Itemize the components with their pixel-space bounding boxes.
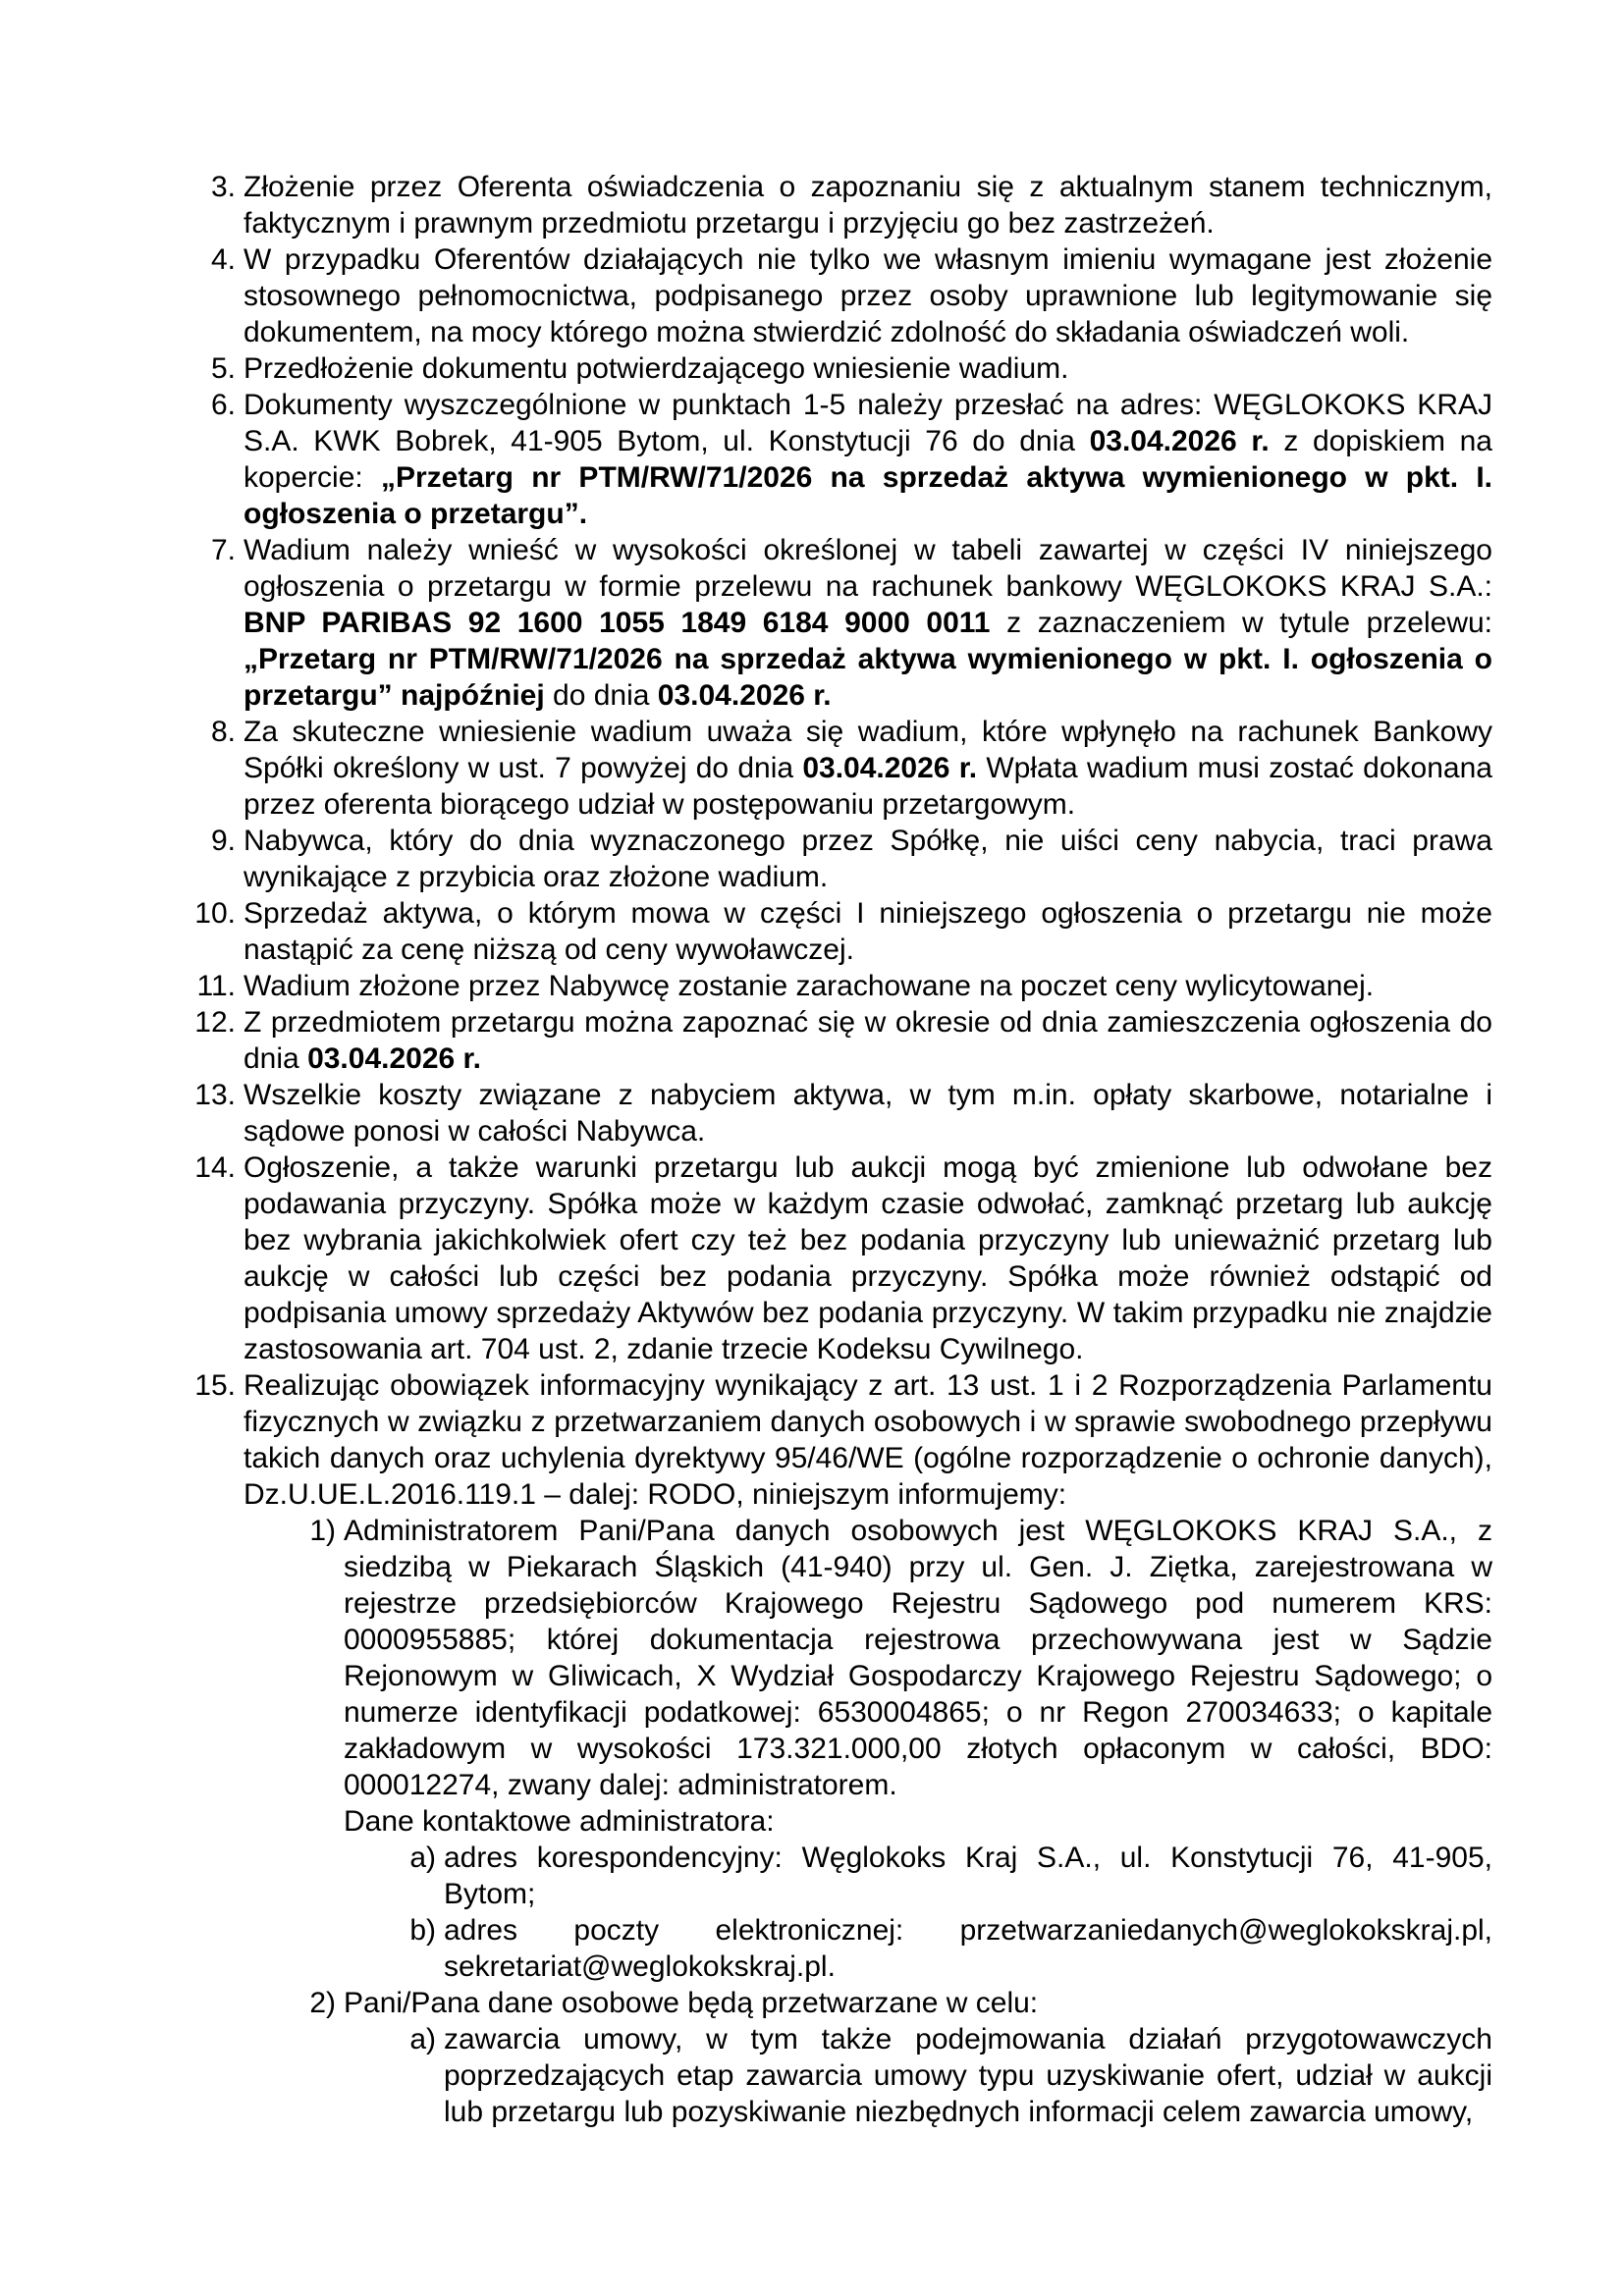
list-item-body [244, 241, 1492, 350]
list-item [192, 1149, 1492, 1367]
text-run: Pani/Pana dane osobowe będą przetwarzane w celu: [344, 1987, 1039, 2019]
text-run-bold: „Przetarg nr PTM/RW/71/2026 na sprzedaż aktywa wymienionego w pkt. I. ogłoszenia o przetargu” najpóźniej [244, 643, 1492, 712]
list-item-number: 13. [194, 1079, 236, 1111]
list-item [396, 1840, 1492, 1912]
list-item-number: a) [409, 1842, 436, 1874]
text-run: adres korespondencyjny: Węglokoks Kraj S.A., ul. Konstytucji 76, 41-905, Bytom; [444, 1842, 1492, 1910]
list-item-body [444, 2021, 1492, 2130]
list-item-number: 12. [194, 1006, 236, 1039]
list-item-number: 8. [210, 716, 236, 748]
list-item-number: 11. [196, 970, 236, 1002]
text-run: Wszelkie koszty związane z nabyciem aktywa, w tym m.in. opłaty skarbowe, notarialne i sądowe ponosi w całości Nabywca. [244, 1079, 1492, 1148]
text-run: Z przedmiotem przetargu można zapoznać się w okresie od dnia zamieszczenia ogłoszenia do dnia [244, 1006, 1492, 1075]
list-item-number: 3. [210, 171, 236, 203]
list-item-body [444, 1912, 1492, 1985]
paragraph [244, 968, 1492, 1004]
list-item [192, 241, 1492, 350]
list-item-number: 1) [309, 1515, 336, 1547]
list-item [192, 1004, 1492, 1077]
list-item-number: 2) [309, 1987, 336, 2019]
list-item [295, 1985, 1492, 2130]
list-item-number: 4. [210, 243, 236, 276]
list-item-number: 14. [194, 1151, 236, 1184]
list-item [192, 895, 1492, 968]
paragraph [244, 532, 1492, 714]
text-run: Administratorem Pani/Pana danych osobowych jest WĘGLOKOKS KRAJ S.A., z siedzibą w Piekarach Śląskich (41-940) przy ul. Gen. J. Ziętka, zarejestrowana w rejestrze przedsiębiorców Krajowego Rejestru Sądowego pod numerem KRS: 0000955885; której dokumentacja rejestrowa przechowywana jest w Sądzie Rejonowym w Gliwicach, X Wydział Gospodarczy Krajowego Rejestru Sądowego; o numerze identyfikacji podatkowej: 6530004865; o nr Regon 270034633; o kapitale zakładowym w wysokości 173.321.000,00 złotych opłaconym w całości, BDO: 000012274, zwany dalej: administratorem. [344, 1515, 1492, 1801]
list-item-body [344, 1985, 1492, 2130]
list-item [192, 823, 1492, 895]
list-item [192, 1077, 1492, 1149]
document-list [192, 169, 1492, 2130]
paragraph [344, 1803, 1492, 1840]
paragraph [244, 1077, 1492, 1149]
text-run-bold: 03.04.2026 r. [1089, 425, 1270, 457]
list-item-body [244, 387, 1492, 532]
list-item-body [444, 1840, 1492, 1912]
text-run: Sprzedaż aktywa, o którym mowa w części I niniejszego ogłoszenia o przetargu nie może nastąpić za cenę niższą od ceny wywoławczej. [244, 897, 1492, 966]
paragraph [444, 1840, 1492, 1912]
text-run: zawarcia umowy, w tym także podejmowania działań przygotowawczych poprzedzających etap zawarcia umowy typu uzyskiwanie ofert, udział w aukcji lub przetargu lub pozyskiwanie niezbędnych informacji celem zawarcia umowy, [444, 2023, 1492, 2128]
list-item-body [244, 895, 1492, 968]
list-item-body [244, 350, 1492, 387]
list-item [192, 968, 1492, 1004]
list-item [396, 1912, 1492, 1985]
list-item-body [244, 1004, 1492, 1077]
list-item [192, 714, 1492, 823]
paragraph [444, 1912, 1492, 1985]
paragraph [244, 350, 1492, 387]
paragraph [244, 387, 1492, 532]
list-item-body [244, 968, 1492, 1004]
text-run: adres poczty elektronicznej: przetwarzaniedanych@weglokokskraj.pl, sekretariat@weglokokskraj.pl. [444, 1914, 1492, 1983]
text-run: Nabywca, który do dnia wyznaczonego przez Spółkę, nie uiści ceny nabycia, traci prawa wynikające z przybicia oraz złożone wadium. [244, 825, 1492, 893]
text-run: do dnia [544, 679, 658, 712]
list-item-body [244, 169, 1492, 241]
paragraph [344, 1985, 1492, 2021]
text-run-bold: 03.04.2026 r. [802, 752, 978, 784]
text-run: Realizując obowiązek informacyjny wynikający z art. 13 ust. 1 i 2 Rozporządzenia Parlamentu fizycznych w związku z przetwarzaniem danych osobowych i w sprawie swobodnego przepływu takich danych oraz uchylenia dyrektywy 95/46/WE (ogólne rozporządzenie o ochronie danych), Dz.U.UE.L.2016.119.1 – dalej: RODO, niniejszym informujemy: [244, 1369, 1492, 1511]
list-item-body [244, 714, 1492, 823]
text-run: Przedłożenie dokumentu potwierdzającego wniesienie wadium. [244, 352, 1069, 385]
text-run: Wadium należy wnieść w wysokości określonej w tabeli zawartej w części IV niniejszego ogłoszenia o przetargu w formie przelewu na rachunek bankowy WĘGLOKOKS KRAJ S.A.: [244, 534, 1492, 603]
list-item [192, 350, 1492, 387]
list-item [192, 169, 1492, 241]
list-item-body [244, 823, 1492, 895]
list-item-number: 9. [210, 825, 236, 857]
paragraph [244, 1149, 1492, 1367]
list-item [192, 387, 1492, 532]
text-run-bold: 03.04.2026 r. [657, 679, 832, 712]
text-run: Ogłoszenie, a także warunki przetargu lub aukcji mogą być zmienione lub odwołane bez podawania przyczyny. Spółka może w każdym czasie odwołać, zamknąć przetarg lub aukcję bez wybrania jakichkolwiek ofert czy też bez podania przyczyny lub unieważnić przetarg lub aukcję w całości lub części bez podania przyczyny. Spółka może również odstąpić od podpisania umowy sprzedaży Aktywów bez podania przyczyny. W takim przypadku nie znajdzie zastosowania art. 704 ust. 2, zdanie trzecie Kodeksu Cywilnego. [244, 1151, 1492, 1365]
list-item-number: 6. [210, 389, 236, 421]
list-item-body [344, 1513, 1492, 1985]
text-run: W przypadku Oferentów działających nie tylko we własnym imieniu wymagane jest złożenie stosownego pełnomocnictwa, podpisanego przez osoby uprawnione lub legitymowanie się dokumentem, na mocy którego można stwierdzić zdolność do składania oświadczeń woli. [244, 243, 1492, 348]
text-run-bold: BNP PARIBAS 92 1600 1055 1849 6184 9000 0011 [244, 607, 991, 639]
text-run: Dokumenty wyszczególnione w punktach 1-5 należy przesłać na adres: WĘGLOKOKS KRAJ S.A. KWK Bobrek, 41-905 Bytom, ul. Konstytucji 76 do dnia [244, 389, 1492, 457]
paragraph [444, 2021, 1492, 2130]
paragraph [344, 1513, 1492, 1803]
text-run: z zaznaczeniem w tytule przelewu: [990, 607, 1492, 639]
list-item [192, 1367, 1492, 2130]
paragraph [244, 1004, 1492, 1077]
list-item-number: 10. [194, 897, 236, 930]
text-run: Dane kontaktowe administratora: [344, 1805, 775, 1838]
paragraph [244, 714, 1492, 823]
text-run: Wadium złożone przez Nabywcę zostanie zarachowane na poczet ceny wylicytowanej. [244, 970, 1375, 1002]
paragraph [244, 823, 1492, 895]
list-item-number: 7. [210, 534, 236, 566]
list-item-body [244, 532, 1492, 714]
paragraph [244, 241, 1492, 350]
paragraph [244, 169, 1492, 241]
text-run-bold: 03.04.2026 r. [307, 1042, 481, 1075]
text-run: Za skuteczne wniesienie wadium uważa się wadium, które wpłynęło na rachunek Bankowy Spółki określony w ust. 7 powyżej do dnia [244, 716, 1492, 784]
list-item-number: b) [409, 1914, 436, 1947]
list-item-number: 15. [194, 1369, 236, 1402]
paragraph [244, 895, 1492, 968]
text-run: z dopiskiem na kopercie: [244, 425, 1492, 494]
list-item-body [244, 1077, 1492, 1149]
list-item-number: 5. [210, 352, 236, 385]
list-item-number: a) [409, 2023, 436, 2056]
list-item [396, 2021, 1492, 2130]
text-run: Wpłata wadium musi zostać dokonana przez oferenta biorącego udział w postępowaniu przetargowym. [244, 752, 1492, 821]
list-item [192, 532, 1492, 714]
list-item-body [244, 1367, 1492, 2130]
text-run: Złożenie przez Oferenta oświadczenia o zapoznaniu się z aktualnym stanem technicznym, faktycznym i prawnym przedmiotu przetargu i przyjęciu go bez zastrzeżeń. [244, 171, 1492, 240]
list-item [295, 1513, 1492, 1985]
list-item-body [244, 1149, 1492, 1367]
paragraph [244, 1367, 1492, 1513]
text-run-bold: „Przetarg nr PTM/RW/71/2026 na sprzedaż aktywa wymienionego w pkt. I. ogłoszenia o przetargu”. [244, 461, 1492, 530]
